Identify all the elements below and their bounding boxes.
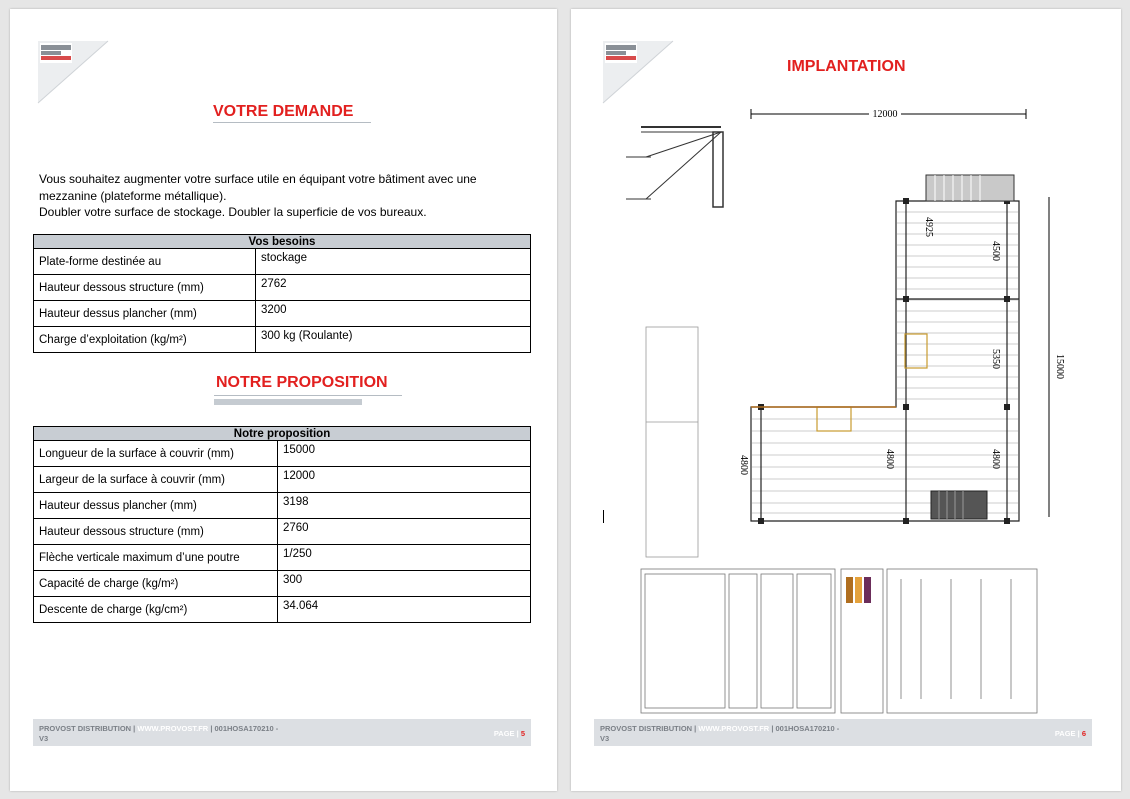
row-value: 3200 <box>256 301 531 327</box>
title-underline <box>213 122 371 123</box>
row-label: Hauteur dessus plancher (mm) <box>34 493 278 519</box>
row-value: 300 <box>278 571 531 597</box>
row-label: Longueur de la surface à couvrir (mm) <box>34 441 278 467</box>
section-title-notre-proposition: NOTRE PROPOSITION <box>216 374 388 391</box>
footer-page-number <box>494 729 525 738</box>
needs-table-header: Vos besoins <box>34 235 531 249</box>
table-row <box>34 519 531 545</box>
document-page-6 <box>571 9 1121 791</box>
footer-website-link[interactable]: WWW.PROVOST.FR <box>137 724 209 733</box>
table-row <box>34 597 531 623</box>
footer-reference: | 001HOSA170210 - <box>771 724 840 733</box>
text-cursor <box>603 510 604 523</box>
dimension-length-label: 15000 <box>1054 354 1065 379</box>
plan-dimension: 4925 <box>923 217 934 237</box>
page-number: 6 <box>1081 729 1086 738</box>
table-row <box>34 275 531 301</box>
table-row <box>34 467 531 493</box>
plan-dimension: 4800 <box>738 455 749 475</box>
implantation-plan <box>621 89 1065 719</box>
footer-company: PROVOST DISTRIBUTION | <box>600 724 697 733</box>
footer-page-number <box>1055 729 1086 738</box>
row-label: Plate-forme destinée au <box>34 249 256 275</box>
staircase-top <box>926 175 1014 201</box>
page-footer <box>594 719 1092 746</box>
plan-dimension: 4500 <box>990 241 1001 261</box>
table-row <box>34 545 531 571</box>
section-title-votre-demande: VOTRE DEMANDE <box>213 103 354 120</box>
page-label: PAGE | <box>493 729 519 738</box>
footer-version: V3 <box>600 734 610 743</box>
dimension-width-label: 12000 <box>872 109 898 120</box>
page-footer <box>33 719 531 746</box>
staircase-bottom <box>931 491 987 519</box>
row-value: 2762 <box>256 275 531 301</box>
row-label: Hauteur dessus plancher (mm) <box>34 301 256 327</box>
row-value: 1/250 <box>278 545 531 571</box>
proposal-table-header: Notre proposition <box>34 427 531 441</box>
table-row <box>34 327 531 353</box>
section-title-implantation: IMPLANTATION <box>787 58 906 75</box>
plan-dimension: 4800 <box>884 449 895 469</box>
row-label: Descente de charge (kg/cm²) <box>34 597 278 623</box>
elevation-sketch <box>626 127 723 207</box>
row-value: 300 kg (Roulante) <box>256 327 531 353</box>
row-label: Charge d’exploitation (kg/m²) <box>34 327 256 353</box>
footer-reference: | 001HOSA170210 - <box>210 724 279 733</box>
needs-table <box>33 234 531 353</box>
row-label: Capacité de charge (kg/m²) <box>34 571 278 597</box>
title-underline <box>214 395 402 396</box>
plan-dimension: 4800 <box>990 449 1001 469</box>
footer-website-link[interactable]: WWW.PROVOST.FR <box>698 724 770 733</box>
footer-version: V3 <box>39 734 49 743</box>
table-row <box>34 571 531 597</box>
table-row <box>34 249 531 275</box>
table-row <box>34 441 531 467</box>
proposal-table <box>33 426 531 623</box>
title-rule <box>214 399 362 405</box>
plan-dimension: 5350 <box>990 349 1001 369</box>
intro-paragraph <box>39 171 509 221</box>
row-label: Flèche verticale maximum d’une poutre <box>34 545 278 571</box>
intro-line: Vous souhaitez augmenter votre surface utile en équipant votre bâtiment avec une <box>39 172 477 186</box>
drawing-legend-frame <box>646 327 698 557</box>
mezzanine-outline <box>751 201 1019 521</box>
row-label: Largeur de la surface à couvrir (mm) <box>34 467 278 493</box>
table-row <box>34 493 531 519</box>
row-value: stockage <box>256 249 531 275</box>
row-label: Hauteur dessous structure (mm) <box>34 275 256 301</box>
footer-company: PROVOST DISTRIBUTION | <box>39 724 136 733</box>
row-value: 2760 <box>278 519 531 545</box>
row-value: 12000 <box>278 467 531 493</box>
table-row <box>34 301 531 327</box>
row-value: 3198 <box>278 493 531 519</box>
document-page-5 <box>10 9 557 791</box>
intro-line: mezzanine (plateforme métallique). <box>39 188 227 203</box>
intro-line: Doubler votre surface de stockage. Doubler la superficie de vos bureaux. <box>39 205 427 219</box>
provost-logo <box>38 41 108 103</box>
page-label: PAGE | <box>1054 729 1080 738</box>
row-value: 34.064 <box>278 597 531 623</box>
row-label: Hauteur dessous structure (mm) <box>34 519 278 545</box>
row-value: 15000 <box>278 441 531 467</box>
title-block <box>641 569 1037 713</box>
page-number: 5 <box>520 729 525 738</box>
